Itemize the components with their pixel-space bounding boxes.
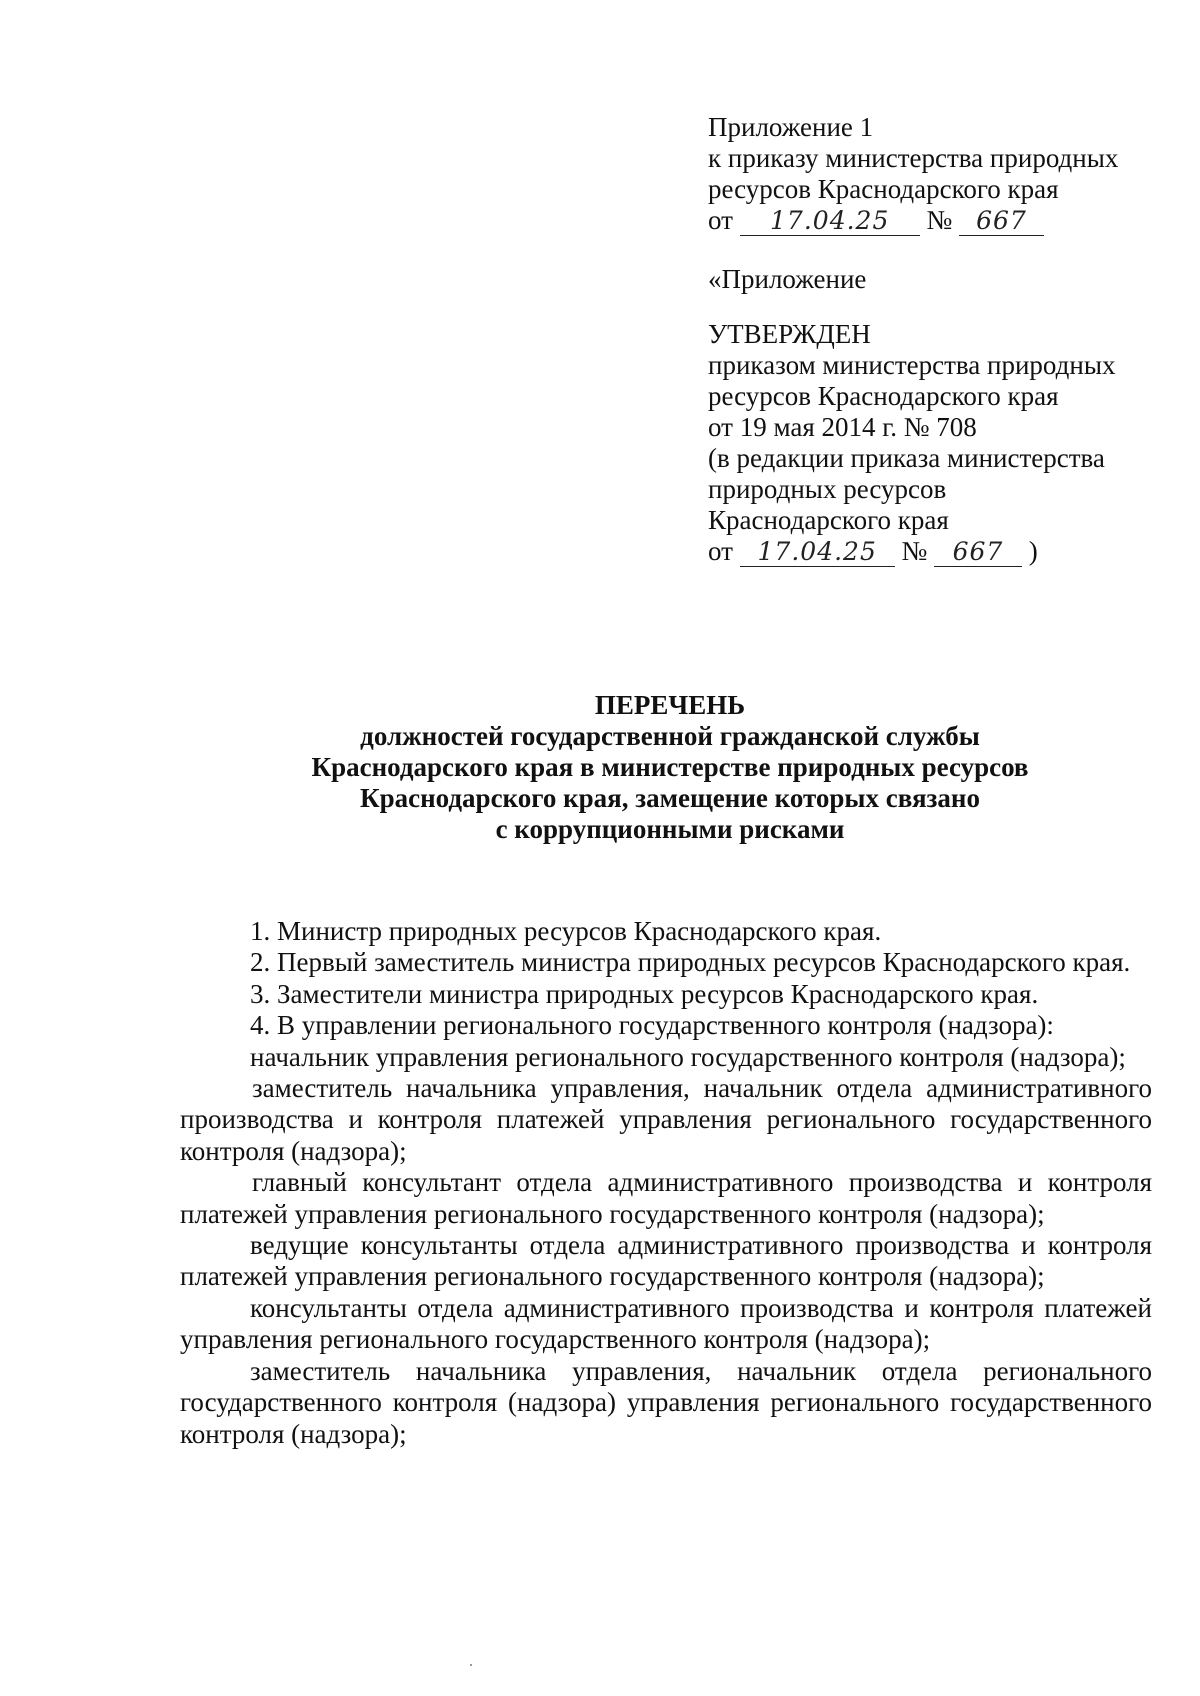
approval-line1: приказом министерства природных: [708, 350, 1116, 380]
list-item: 4. В управлении регионального государственного контроля (надзора):: [250, 1010, 1054, 1041]
title-line4: с коррупционными рисками: [495, 814, 845, 844]
approval-number-sign: №: [901, 536, 928, 566]
list-item: 2. Первый заместитель министра природных ресурсов Краснодарского края.: [250, 947, 1131, 978]
attachment-block: [708, 112, 1178, 567]
list-item: начальник управления регионального государственного контроля (надзора);: [250, 1041, 1126, 1072]
approved-stamp-text: УТВЕРЖДЕН: [708, 319, 871, 349]
approval-handwritten-number: 667: [934, 538, 1022, 567]
approval-line4: (в редакции приказа министерства: [708, 443, 1105, 473]
list-item: 1. Министр природных ресурсов Краснодарского края.: [250, 916, 882, 946]
approval-date-line: [708, 536, 1178, 567]
list-item: 3. Заместители министра природных ресурсов Краснодарского края.: [250, 978, 1039, 1009]
list-item: заместитель начальника управления, начальник отдела регионального государственного контроля (надзора) управления регионального государственного контроля (надзора);: [180, 1355, 1152, 1449]
handwritten-date: 17.04.25: [740, 207, 920, 236]
title-line2: Краснодарского края в министерстве природных ресурсов: [311, 752, 1029, 782]
attachment-line3: ресурсов Краснодарского края: [708, 174, 1059, 204]
date-prefix: от: [708, 205, 733, 235]
approval-line5: природных ресурсов: [708, 474, 947, 504]
approval-date-prefix: от: [708, 536, 733, 566]
list-item: консультанты отдела административного производства и контроля платежей управления регионального государственного контроля (надзора);: [180, 1292, 1152, 1355]
approval-line2: ресурсов Краснодарского края: [708, 381, 1059, 411]
handwritten-number: 667: [959, 207, 1044, 236]
number-sign: №: [926, 205, 953, 235]
approval-line6: Краснодарского края: [708, 505, 949, 535]
title-line3: Краснодарского края, замещение которых связано: [360, 783, 980, 813]
approval-line3: от 19 мая 2014 г. № 708: [708, 412, 977, 442]
attachment-date-line: [708, 205, 1178, 236]
title-heading: ПЕРЕЧЕНЬ: [594, 690, 746, 720]
title-line1: должностей государственной гражданской службы: [360, 721, 980, 751]
attachment-line2: к приказу министерства природных: [708, 143, 1119, 173]
document-body: [180, 916, 1152, 1450]
scan-speck: [470, 1664, 472, 1666]
approval-closing-paren: ): [1028, 536, 1038, 566]
appendix-label: «Приложение: [708, 264, 867, 294]
list-item: заместитель начальника управления, начальник отдела административного производства и контроля платежей управления регионального государственного контроля (надзора);: [180, 1073, 1152, 1166]
list-item: ведущие консультанты отдела административного производства и контроля платежей управления регионального государственного контроля (надзора);: [180, 1230, 1152, 1292]
approval-handwritten-date: 17.04.25: [740, 538, 895, 567]
document-title: [180, 690, 1160, 845]
list-item: главный консультант отдела административного производства и контроля платежей управления регионального государственного контроля (надзора);: [180, 1167, 1152, 1229]
attachment-line1: Приложение 1: [708, 112, 874, 142]
